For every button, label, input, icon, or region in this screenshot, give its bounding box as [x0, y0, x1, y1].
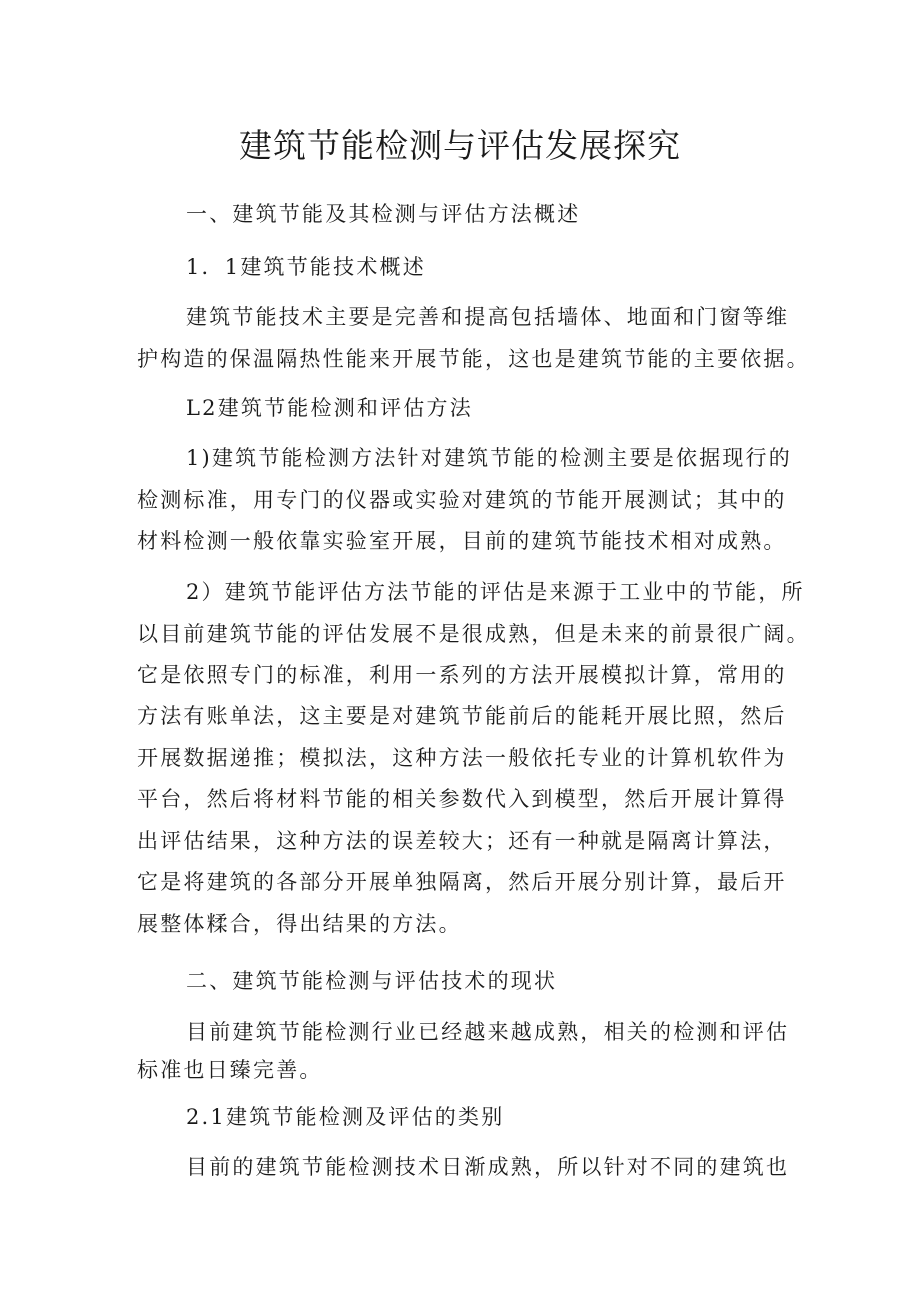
paragraph-line: 方法有账单法，这主要是对建筑节能前后的能耗开展比照，然后	[137, 704, 787, 728]
paragraph-line: 建筑节能技术主要是完善和提高包括墙体、地面和门窗等维	[186, 305, 790, 329]
paragraph-line: 护构造的保温隔热性能来开展节能，这也是建筑节能的主要依据。	[137, 347, 810, 371]
paragraph-line: 材料检测一般依靠实验室开展，目前的建筑节能技术相对成熟。	[137, 529, 787, 553]
paragraph-line: 目前建筑节能检测行业已经越来越成熟，相关的检测和评估	[186, 1020, 790, 1044]
section-heading-2: 二、建筑节能检测与评估技术的现状	[186, 969, 558, 993]
document-title: 建筑节能检测与评估发展探究	[239, 126, 681, 165]
paragraph-line: 它是将建筑的各部分开展单独隔离，然后开展分别计算，最后开	[137, 870, 787, 894]
section-heading-1: 一、建筑节能及其检测与评估方法概述	[186, 202, 581, 226]
subsection-heading-2-1: 2.1建筑节能检测及评估的类别	[186, 1105, 505, 1129]
paragraph-line: 检测标准，用专门的仪器或实验对建筑的节能开展测试；其中的	[137, 488, 787, 512]
subsection-heading-1-2: L2建筑节能检测和评估方法	[186, 396, 473, 420]
paragraph-line: 2）建筑节能评估方法节能的评估是来源于工业中的节能，所	[186, 580, 805, 604]
paragraph-line: 展整体糅合，得出结果的方法。	[137, 912, 462, 936]
paragraph-line: 标准也日臻完善。	[137, 1058, 323, 1082]
subsection-heading-1-1: 1．1建筑节能技术概述	[186, 255, 426, 279]
paragraph-line: 平台，然后将材料节能的相关参数代入到模型，然后开展计算得	[137, 787, 787, 811]
paragraph-line: 以目前建筑节能的评估发展不是很成熟，但是未来的前景很广阔。	[137, 622, 810, 646]
paragraph-line: 1)建筑节能检测方法针对建筑节能的检测主要是依据现行的	[186, 446, 792, 470]
paragraph-line: 开展数据递推；模拟法，这种方法一般依托专业的计算机软件为	[137, 746, 787, 770]
paragraph-line: 出评估结果，这种方法的误差较大；还有一种就是隔离计算法，	[137, 829, 787, 853]
paragraph-line: 它是依照专门的标准，利用一系列的方法开展模拟计算，常用的	[137, 663, 787, 687]
paragraph-line: 目前的建筑节能检测技术日渐成熟，所以针对不同的建筑也	[186, 1155, 790, 1179]
